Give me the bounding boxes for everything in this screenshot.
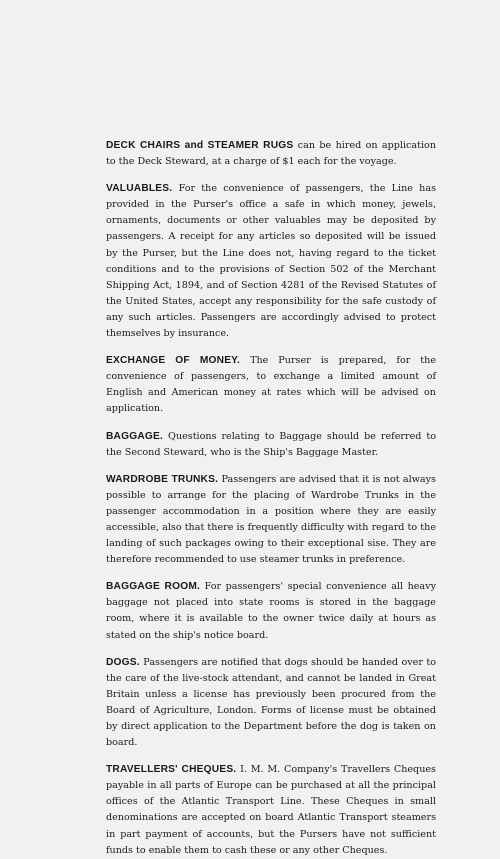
section-baggage-room [106,579,436,643]
section-baggage [106,429,436,461]
section-exchange-of-money [106,353,436,417]
section-deck-chairs [106,138,436,170]
section-heading: WARDROBE TRUNKS. [106,473,219,485]
section-heading: BAGGAGE ROOM. [106,581,201,593]
section-heading: TRAVELLERS' CHEQUES. [106,764,237,776]
section-dogs [106,655,436,752]
section-body: Passengers are advised that it is not always possible to arrange for the placing of Wardrobe Trunks in the passenger accommodation in a position where they are easily accessible, also that there is frequently difficulty with regard to the landing of such packages owing to their exceptional sise. They are therefore recommended to use steamer trunks in preference. [106,473,436,566]
section-body: The Purser is prepared, for the convenience of passengers, to exchange a limited amount of English and American money at rates which will be advised on application. [106,355,436,415]
section-heading: EXCHANGE OF MONEY. [106,355,241,367]
section-body: For the convenience of passengers, the Line has provided in the Purser's office a safe in which money, jewels, ornaments, documents or other valuables may be deposited by passengers. A receipt for any articles so deposited will be issued by the Purser, but the Line does not, having regard to the ticket conditions and to the provisions of Section 502 of the Merchant Shipping Act, 1894, and of Section 4281 of the Revised Statutes of the United States, accept any responsibility for the safe custody of any such articles. Passengers are accordingly advised to protect themselves by insurance. [106,183,436,340]
section-heading: VALUABLES. [106,183,173,195]
section-heading: DECK CHAIRS and STEAMER RUGS [106,140,294,151]
section-travellers-cheques [106,762,436,859]
section-body: can be hired on application to the Deck Steward, at a charge of $1 each for the voyage. [106,140,436,168]
section-heading: BAGGAGE. [106,430,164,442]
section-heading: DOGS. [106,656,140,668]
section-wardrobe-trunks [106,472,436,569]
section-body: I. M. M. Company's Travellers Cheques payable in all parts of Europe can be purchased at all the principal offices of the Atlantic Transport Line. These Cheques in small denominations are accepted on board Atlantic Transport steamers in part payment of accounts, but the Pursers have not sufficient funds to enable them to cash these or any other Cheques. [106,764,436,856]
section-body: For passengers' special convenience all heavy baggage not placed into state rooms is stored in the baggage room, where it is available to the owner twice daily at hours as stated on the ship's notice board. [106,581,436,641]
section-body: Questions relating to Baggage should be referred to the Second Steward, who is the Ship's Baggage Master. [106,430,436,458]
section-valuables [106,181,436,342]
section-body: Passengers are notified that dogs should be handed over to the care of the live-stock attendant, and cannot be landed in Great Britain unless a license has previously been procured from the Board of Agriculture, London. Forms of license must be obtained by direct application to the Department before the dog is taken on board. [106,656,436,749]
